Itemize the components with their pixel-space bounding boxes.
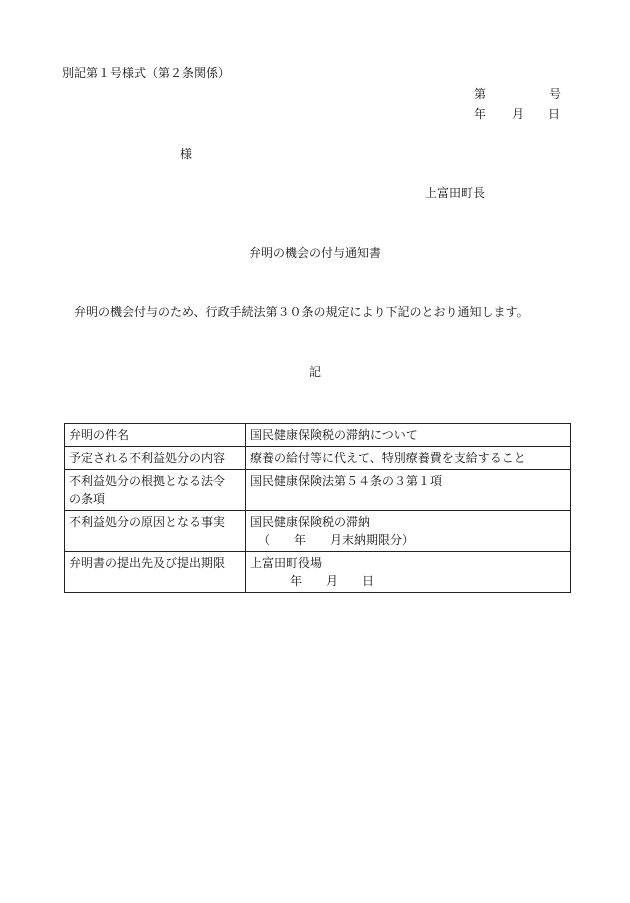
row-value-cell [246, 511, 571, 552]
row-label-cell [65, 447, 246, 470]
row-value-cell [246, 552, 571, 593]
row-label-continued: の条項 [69, 492, 106, 506]
table-row [65, 470, 571, 511]
row-label: 弁明の件名 [69, 428, 130, 442]
date-month-label: 月 [512, 107, 525, 121]
row-value-deadline: 年 月 日 [290, 574, 375, 588]
form-label: 別記第１号様式（第２条関係） [62, 66, 231, 80]
row-label-cell [65, 424, 246, 447]
issuer-name: 上富田町長 [425, 186, 486, 200]
row-value-cell [246, 470, 571, 511]
ki-heading: 記 [308, 365, 321, 379]
table-row [65, 447, 571, 470]
table-row [65, 552, 571, 593]
date-year-label: 年 [474, 107, 487, 121]
notice-body-text: 弁明の機会付与のため、行政手続法第３０条の規定により下記のとおり通知します。 [74, 305, 529, 319]
row-value: 国民健康保険法第５４条の３第１項 [250, 474, 443, 488]
details-table [64, 423, 571, 593]
row-label-cell [65, 552, 246, 593]
row-label: 不利益処分の原因となる事実 [69, 515, 226, 529]
row-label: 予定される不利益処分の内容 [69, 451, 226, 465]
row-value: 国民健康保険税の滞納 [250, 515, 371, 529]
table-row [65, 424, 571, 447]
table-row [65, 511, 571, 552]
row-label-cell [65, 470, 246, 511]
row-value: 国民健康保険税の滞納について [250, 428, 418, 442]
row-value-cell [246, 424, 571, 447]
number-dai-label: 第 [474, 87, 487, 101]
number-go-label: 号 [549, 87, 562, 101]
row-label-cell [65, 511, 246, 552]
date-day-label: 日 [548, 107, 561, 121]
row-label: 不利益処分の根拠となる法令 [69, 474, 226, 488]
row-value: 療養の給付等に代えて、特別療養費を支給すること [250, 451, 526, 465]
row-value: 上富田町役場 [250, 556, 323, 570]
addressee-suffix: 様 [180, 147, 193, 161]
row-label: 弁明書の提出先及び提出期限 [69, 556, 226, 570]
row-value-cell [246, 447, 571, 470]
document-title: 弁明の機会の付与通知書 [248, 246, 381, 260]
row-value-period: （ 年 月末納期限分） [258, 533, 415, 547]
